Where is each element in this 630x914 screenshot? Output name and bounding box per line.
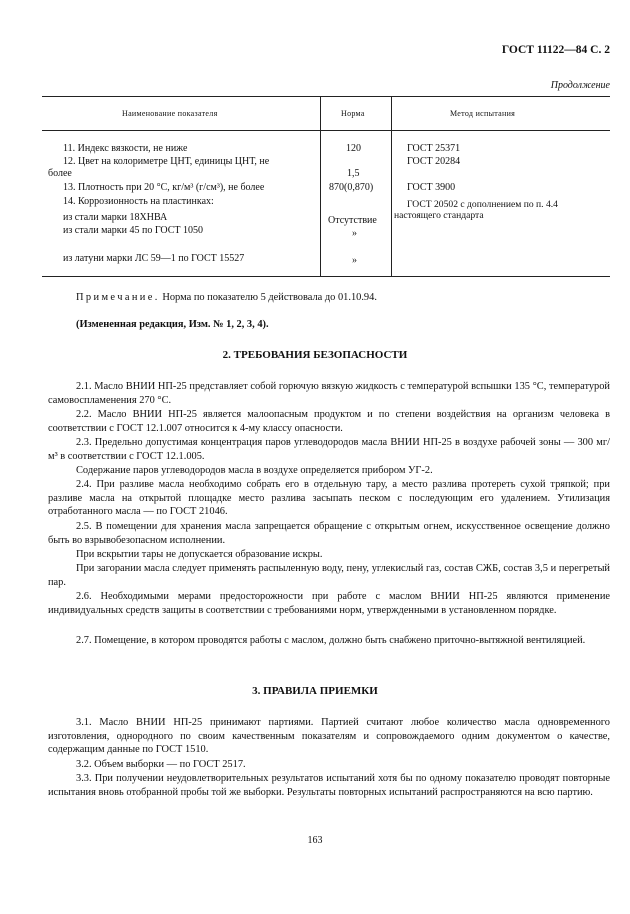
table-cell-name: из латуни марки ЛС 59—1 по ГОСТ 15527 [63, 253, 245, 264]
table-cell-method: ГОСТ 20284 [407, 156, 461, 167]
table-header-method: Метод испытания [450, 109, 516, 118]
note-text: Норма по показателю 5 действовала до 01.10.94. [159, 292, 377, 303]
table-col-divider-1 [320, 96, 321, 276]
paragraph-2-5: 2.5. В помещении для хранения масла запрещается обращение с открытым огнем, искусственное освещение должно быть во взрывобезопасном исполнении. [48, 521, 610, 546]
table-cell-name: 12. Цвет на колориметре ЦНТ, единицы ЦНТ, не [63, 156, 270, 167]
table-cell-method: ГОСТ 3900 [407, 182, 456, 193]
table-col-divider-2 [391, 96, 392, 276]
document-header: ГОСТ 11122—84 С. 2 [501, 44, 610, 56]
paragraph-2-7: 2.7. Помещение, в котором проводятся работы с маслом, должно быть снабжено приточно-вытяжной вентиляцией. [76, 635, 586, 646]
table-cell-name: 14. Коррозионность на пластинках: [63, 196, 214, 207]
table-cell-norm: 120 [346, 143, 361, 154]
paragraph-3-1: 3.1. Масло ВНИИ НП-25 принимают партиями. Партией считают любое количество масла одновременного изготовления, однородного по своим качественным показателям и сопровождаемого одним документом о качестве, содержащим данные по ГОСТ 1510. [48, 717, 610, 756]
table-cell-norm: » [352, 228, 357, 239]
table-cell-norm: Отсутствие [328, 215, 377, 226]
continuation-label: Продолжение [550, 80, 610, 91]
paragraph-3-3: 3.3. При получении неудовлетворительных результатов испытаний хотя бы по одному показателю проводят повторные испытания вновь отобранной пробы той же выборки. Результаты повторных испытаний распространяются на всю партию. [48, 773, 610, 798]
paragraph-2-3-b: Содержание паров углеводородов масла в воздухе определяется прибором УГ-2. [76, 465, 433, 476]
paragraph-2-1: 2.1. Масло ВНИИ НП-25 представляет собой горючую вязкую жидкость с температурой вспышки 135 °С, температурой самовоспламенения 270 °С. [48, 381, 610, 406]
paragraph-2-6: 2.6. Необходимыми мерами предосторожности при работе с маслом ВНИИ НП-25 являются применение индивидуальных средств защиты в соответствии с требованиями норм, утвержденными в установленном порядке. [48, 591, 610, 616]
table-header-indicator: Наименование показателя [122, 109, 218, 118]
table-cell-method: ГОСТ 25371 [407, 143, 461, 154]
paragraph-3-2: 3.2. Объем выборки — по ГОСТ 2517. [76, 759, 246, 770]
paragraph-2-3: 2.3. Предельно допустимая концентрация паров углеводородов масла ВНИИ НП-25 в воздухе рабочей зоны — 300 мг/м³ в соответствии с ГОСТ 12.1.005. [48, 437, 610, 462]
paragraph-2-5-b: При вскрытии тары не допускается образование искры. [76, 549, 323, 560]
paragraph-2-4: 2.4. При разливе масла необходимо собрать его в отдельную тару, а место разлива протереть сухой тряпкой; при разливе масла на открытой площадке место разлива засыпать песком с последующим его удалением. Утилизация отработанного масла — по ГОСТ 21046. [48, 479, 610, 518]
table-cell-name: более [48, 168, 72, 179]
table-cell-norm: » [352, 255, 357, 266]
paragraph-2-5-c: При загорании масла следует применять распыленную воду, пену, углекислый газ, состав СЖБ, состав 3,5 и перегретый пар. [48, 563, 610, 588]
table-cell-method: настоящего стандарта [394, 210, 484, 221]
section-3-title: 3. ПРАВИЛА ПРИЕМКИ [252, 685, 378, 697]
revision-note: (Измененная редакция, Изм. № 1, 2, 3, 4). [76, 319, 269, 330]
table-top-border [42, 96, 610, 97]
paragraph-2-2: 2.2. Масло ВНИИ НП-25 является малоопасным продуктом и по степени воздействия на организм человека в соответствии с ГОСТ 12.1.007 относится к 4-му классу опасности. [48, 409, 610, 434]
table-header-norm: Норма [341, 109, 365, 118]
table-note [76, 292, 377, 303]
page-number: 163 [307, 835, 323, 846]
table-cell-method: ГОСТ 20502 с дополнением по п. 4.4 [407, 199, 558, 210]
note-label: Примечание. [76, 292, 160, 303]
table-cell-name: из стали марки 18ХНВА [63, 212, 168, 223]
table-bottom-border [42, 276, 610, 277]
table-cell-norm: 870(0,870) [329, 182, 374, 193]
table-cell-name: 13. Плотность при 20 °С, кг/м³ (г/см³), не более [63, 182, 265, 193]
table-cell-name: из стали марки 45 по ГОСТ 1050 [63, 225, 204, 236]
table-header-border [42, 130, 610, 131]
table-cell-norm: 1,5 [347, 168, 360, 179]
table-cell-name: 11. Индекс вязкости, не ниже [63, 143, 188, 154]
section-2-title: 2. ТРЕБОВАНИЯ БЕЗОПАСНОСТИ [222, 349, 408, 361]
